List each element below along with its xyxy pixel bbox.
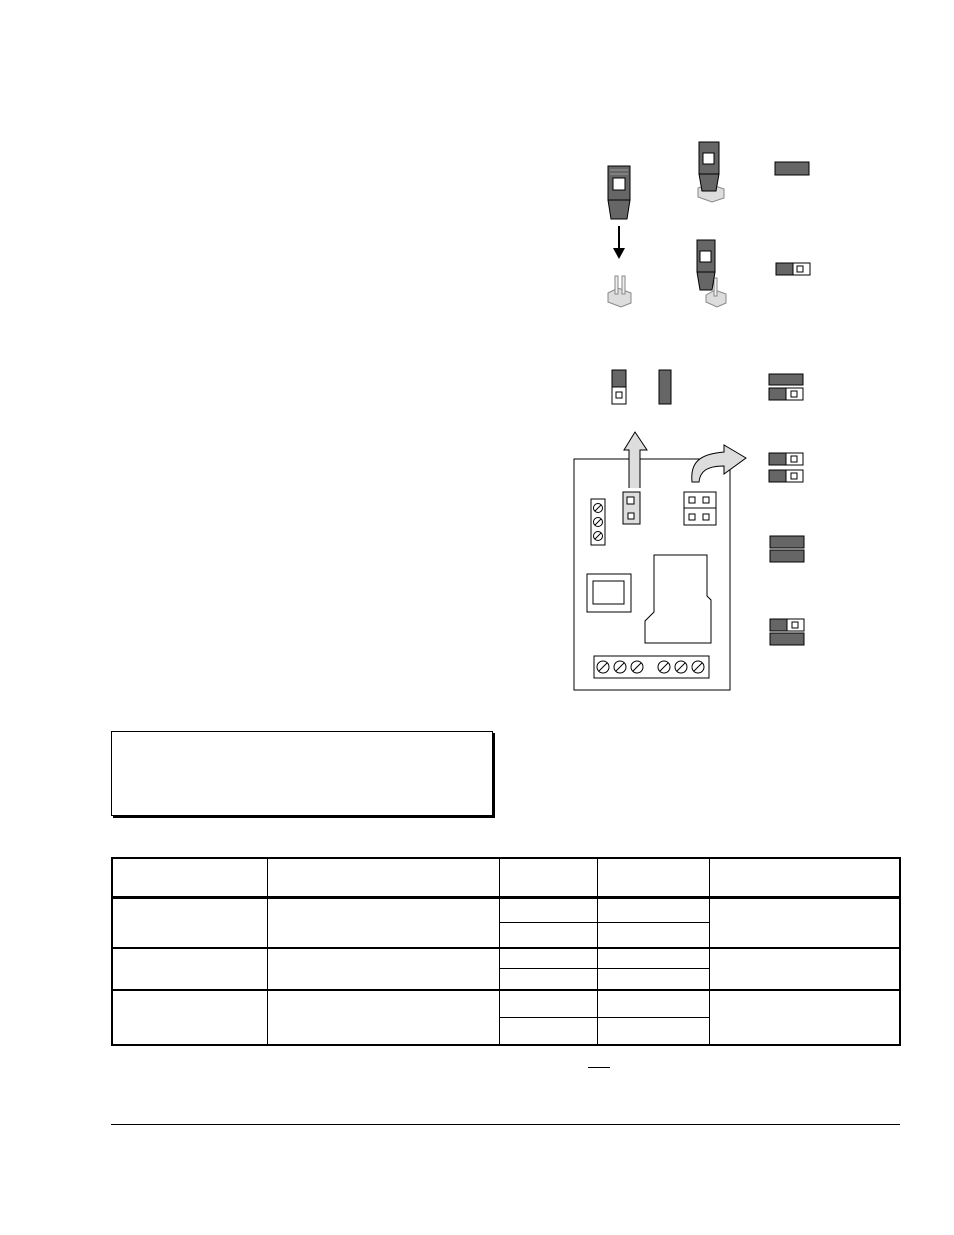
table-cell [709,898,900,948]
table-cell [267,898,499,948]
table-cell [499,990,597,1018]
jumper-on-one-pin-icon [697,240,726,307]
table-row [112,948,900,969]
table-cell [499,898,597,923]
header-cell [597,858,709,898]
table-cell [597,923,709,948]
table-cell [499,1018,597,1045]
table-cell [597,990,709,1018]
header-cell [499,858,597,898]
footer-rule [111,1124,900,1125]
circuit-board-icon [574,459,730,690]
table-cell [597,898,709,923]
jumper-setting-figure [560,130,860,700]
header-cell [709,858,900,898]
table-cell [112,948,267,990]
jumper-pair-symbol-2-icon [769,453,803,482]
table-row [112,990,900,1018]
table-cell [597,1018,709,1045]
table-header-row [112,858,900,898]
header-cell [112,858,267,898]
table-cell [709,990,900,1045]
table-cell [112,898,267,948]
table-cell [267,990,499,1045]
table-cell [597,948,709,969]
footnote-rule [588,1067,610,1068]
jumper-open-symbol-icon [776,263,810,275]
jumper-settings-table [111,857,901,1046]
vertical-jumper-open-icon [612,370,626,404]
table-cell [112,990,267,1045]
jumper-pair-symbol-3-icon [770,536,804,562]
jumper-on-both-pins-icon [698,142,724,202]
table-cell [597,969,709,990]
table-cell [267,948,499,990]
table-cell [499,948,597,969]
jumper-pair-symbol-4-icon [770,619,804,645]
note-box [111,731,493,816]
header-cell [267,858,499,898]
table-cell [709,948,900,990]
table-row [112,898,900,923]
table-cell [499,969,597,990]
jumper-closed-symbol-icon [775,162,809,175]
vertical-jumper-closed-icon [659,370,671,404]
jumper-shunt-icon [608,166,630,219]
down-arrow-icon [613,226,625,259]
header-pins-icon [608,276,631,307]
jumper-pair-symbol-1-icon [769,374,803,400]
table-cell [499,923,597,948]
